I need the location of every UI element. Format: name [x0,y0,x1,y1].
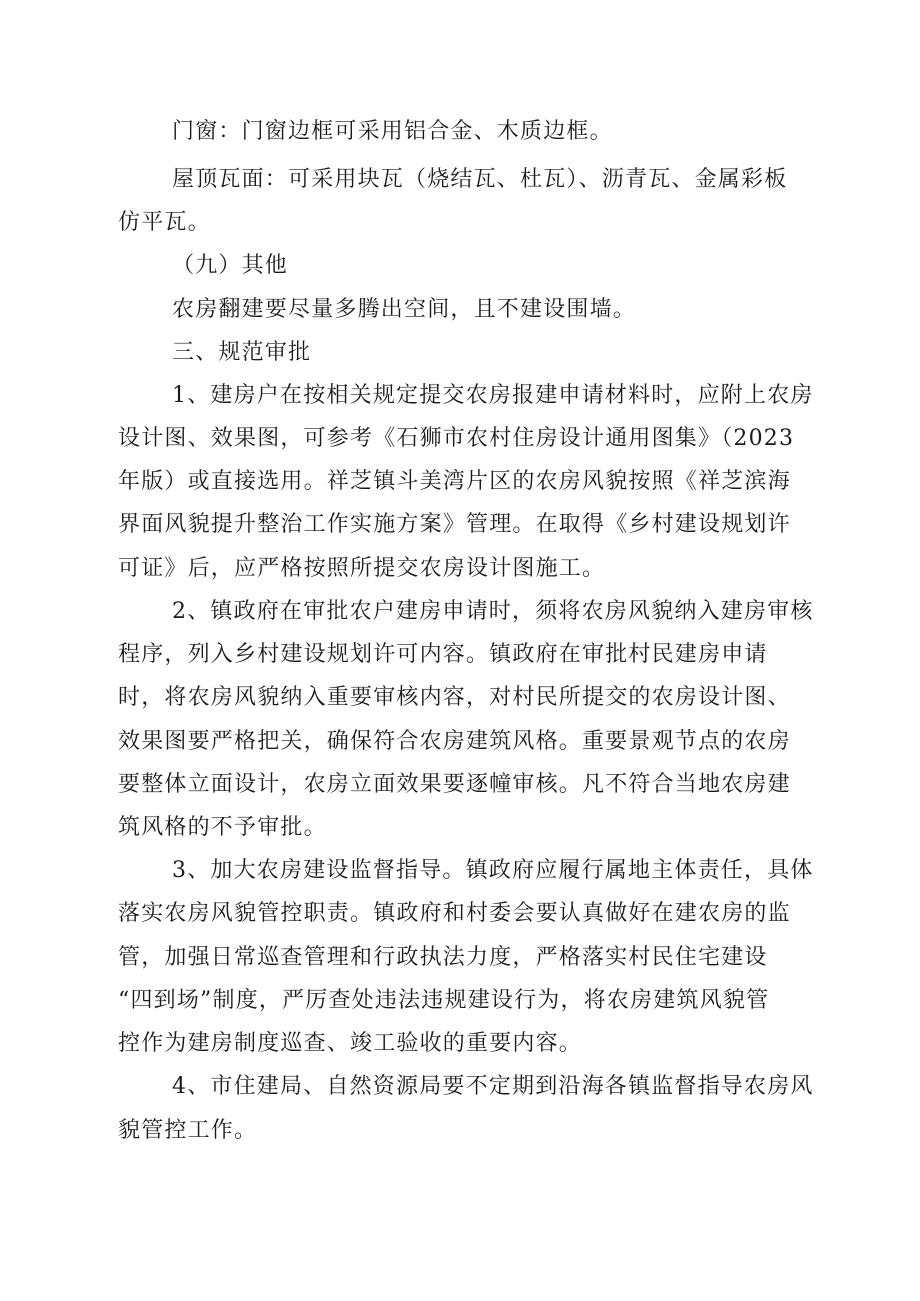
text-line: 界面风貌提升整治工作实施方案》管理。在取得《乡村建设规划许 [118,512,791,537]
text-line: 效果图要严格把关，确保符合农房建筑风格。重要景观节点的农房 [118,729,791,754]
text-line: 控作为建房制度巡查、竣工验收的重要内容。 [118,1031,583,1056]
text-line: 年版）或直接选用。祥芝镇斗美湾片区的农房风貌按照《祥芝滨海 [118,469,791,494]
text-line: 筑风格的不予审批。 [118,815,327,840]
text-line: 仿平瓦。 [118,210,211,235]
section-heading: 三、规范审批 [172,340,312,365]
text-line: 落实农房风貌管控职责。镇政府和村委会要认真做好在建农房的监 [118,901,791,926]
text-line: 要整体立面设计，农房立面效果要逐幢审核。凡不符合当地农房建 [118,772,791,797]
text-line: 门窗：门窗边框可采用铝合金、木质边框。 [172,119,613,144]
text-line: 管，加强日常巡查管理和行政执法力度，严格落实村民住宅建设 [118,945,768,970]
text-line: 设计图、效果图，可参考《石狮市农村住房设计通用图集》（2023 [118,426,795,451]
section-heading: （九）其他 [172,253,289,278]
text-line: “四到场”制度，严厉查处违法违规建设行为，将农房建筑风貌管 [118,988,770,1013]
text-line: 时，将农房风貌纳入重要审核内容，对村民所提交的农房设计图、 [118,685,791,710]
text-line: 程序，列入乡村建设规划许可内容。镇政府在审批村民建房申请 [118,642,768,667]
text-line: 农房翻建要尽量多腾出空间，且不建设围墙。 [172,297,637,322]
text-line: 1、建房户在按相关规定提交农房报建申请材料时，应附上农房 [172,383,814,408]
text-line: 屋顶瓦面：可采用块瓦（烧结瓦、杜瓦）、沥青瓦、金属彩板 [172,167,788,192]
text-line: 2、镇政府在审批农户建房申请时，须将农房风貌纳入建房审核 [172,599,814,624]
text-line: 3、加大农房建设监督指导。镇政府应履行属地主体责任，具体 [172,858,814,883]
text-line: 貌管控工作。 [118,1118,258,1143]
text-line: 可证》后，应严格按照所提交农房设计图施工。 [118,556,606,581]
text-line: 4、市住建局、自然资源局要不定期到沿海各镇监督指导农房风 [172,1074,814,1099]
